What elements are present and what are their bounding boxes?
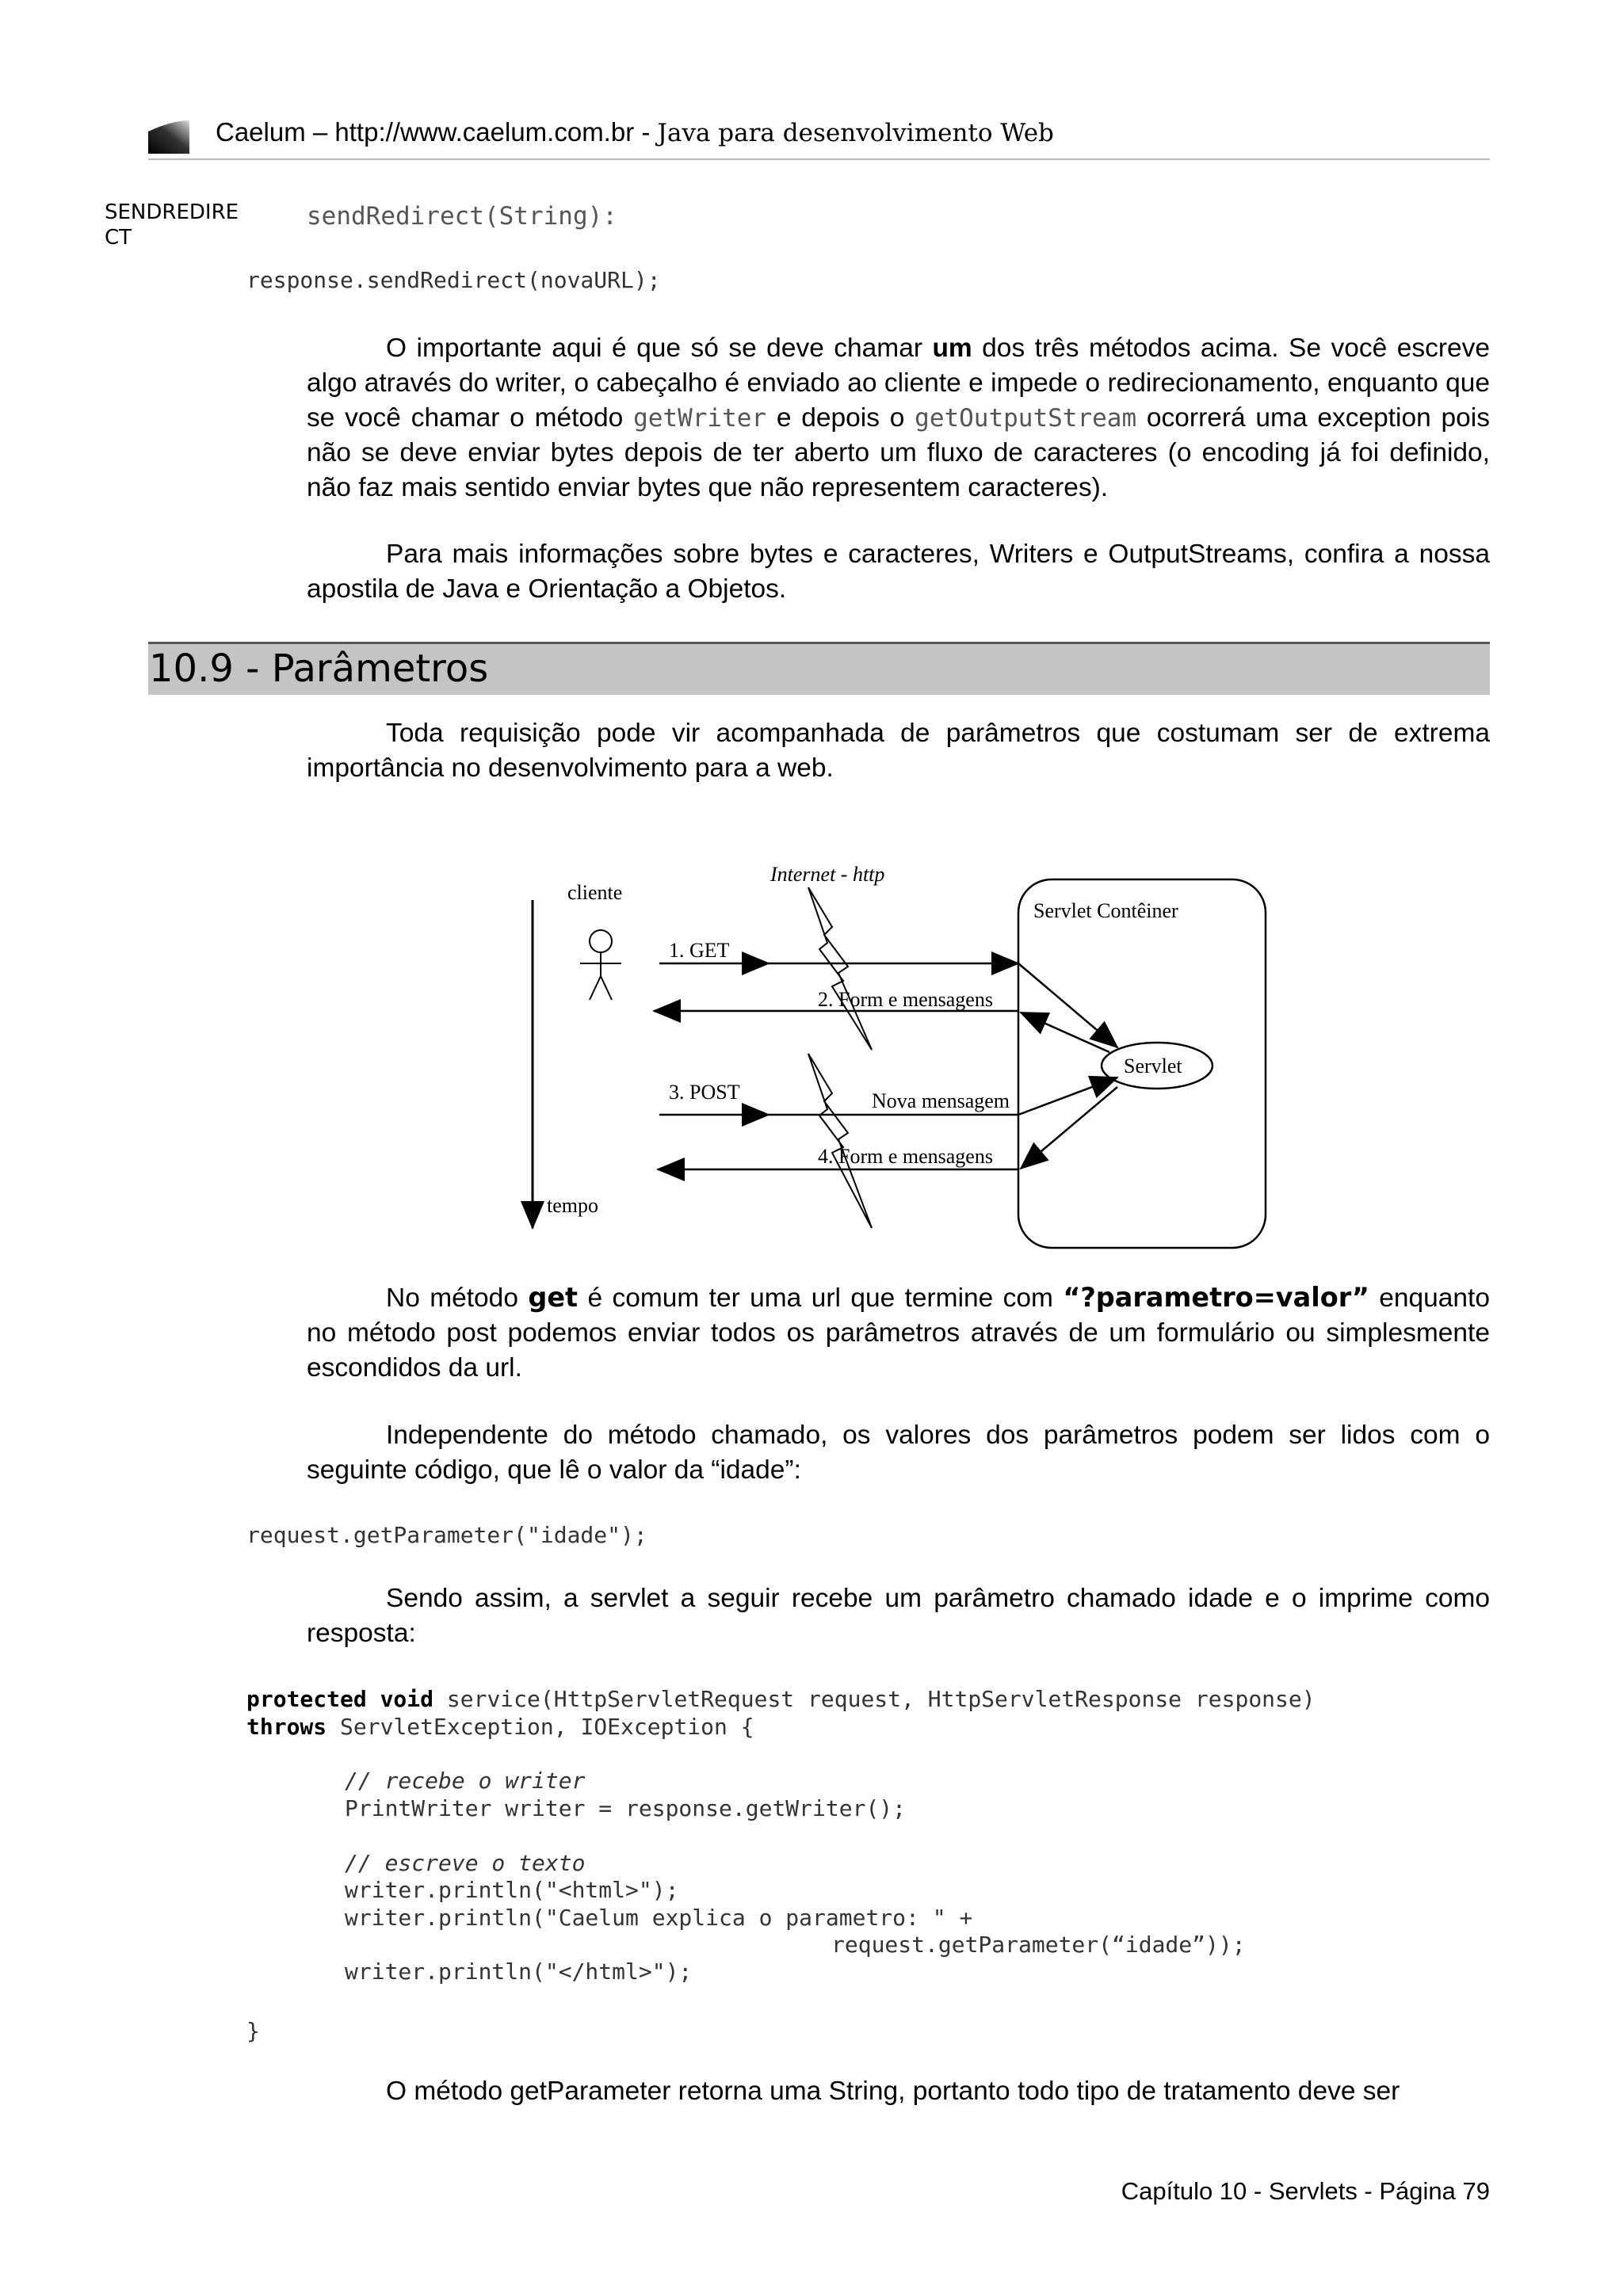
label-servlet: Servlet [1124,1055,1182,1077]
p1-text-a: O importante aqui é que só se deve chamar [386,334,933,363]
p5-text: Independente do método chamado, os valores dos parâmetros podem ser lidos com o seguinte código, que lê o valor da “idade”: [307,1421,1490,1485]
p1-bold: um [932,334,972,363]
p7-text: O método getParameter retorna uma String, portanto todo tipo de tratamento deve ser [386,2077,1400,2106]
page-footer: Capítulo 10 - Servlets - Página 79 [1121,2177,1490,2205]
paragraph-importante [307,331,1490,505]
p1-code-getoutputstream: getOutputStream [915,404,1137,433]
label-container: Servlet Contêiner [1033,899,1178,922]
label-cliente: cliente [567,881,623,904]
paragraph-getparameter [307,2074,1490,2109]
code-body [345,1768,972,1932]
code-line-2: ServletException, IOException { [327,1713,754,1740]
paragraph-mais-informacoes [307,537,1490,607]
p4-text-b: é comum ter uma url que termine com [578,1283,1064,1313]
p2-text: Para mais informações sobre bytes e caracteres, Writers e OutputStreams, confira a nossa apostila de Java e Orientação a Objetos. [307,540,1490,604]
code-line-8: request.getParameter(“idade”)); [831,1932,1246,1958]
caelum-logo [148,120,189,154]
p1-text-d: ocorrerá uma exception pois não se deve enviar bytes depois de ter aberto um fluxo de caracteres (o encoding já foi definido, não faz mais sentido enviar bytes que não representem caracteres). [307,403,1490,502]
lightning-bolt-1 [808,887,872,1050]
header-title-prefix: Caelum – http://www.caelum.com.br - [216,117,651,147]
p4-text-c: enquanto no método post podemos enviar todos os parâmetros através de um formulário ou simplesmente escondidos da url. [307,1283,1490,1383]
client-figure-icon [580,930,621,1000]
code-get-parameter: request.getParameter("idade"); [246,1522,647,1548]
code-comment-2: // escreve o texto [345,1849,586,1876]
code-comment-1: // recebe o writer [345,1768,586,1794]
paragraph-independente [307,1418,1490,1488]
code-send-redirect: response.sendRedirect(novaURL); [246,267,661,293]
paragraph-metodo-get [307,1280,1490,1386]
label-post: 3. POST [669,1081,740,1104]
paragraph-toda-requisicao [307,716,1490,786]
code-line-6: writer.println("<html>"); [345,1877,679,1903]
p1-code-getwriter: getWriter [633,404,767,433]
arrow-to-servlet-2 [1018,1077,1117,1115]
code-line-4: PrintWriter writer = response.getWriter(); [345,1794,907,1821]
arrow-to-servlet-1 [1018,963,1117,1047]
label-nova-mensagem: Nova mensagem [872,1089,1010,1112]
p6-text: Sendo assim, a servlet a seguir recebe um parâmetro chamado idade e o imprime como resposta: [307,1584,1490,1648]
p3-text: Toda requisição pode vir acompanhada de parâmetros que costumam ser de extrema importância no desenvolvimento para a web. [307,719,1490,783]
code-keyword-protected-void: protected void [246,1686,434,1712]
method-signature: sendRedirect(String): [307,202,617,231]
arrow-from-servlet-1 [1021,1013,1109,1052]
margin-label: SENDREDIRE CT [105,200,239,250]
lightning-bolt-2 [808,1054,872,1228]
label-get: 1. GET [669,939,730,962]
paragraph-sendo-assim [307,1581,1490,1651]
code-service-method [246,1686,1316,1741]
header-rule [148,158,1490,160]
http-diagram [507,856,1284,1252]
code-closing-brace: } [246,2018,260,2044]
label-tempo: tempo [547,1194,598,1217]
section-title: 10.9 - Parâmetros [149,646,489,691]
code-line-7: writer.println("Caelum explica o parametro: " + [345,1904,973,1931]
label-form-2: 4. Form e mensagens [818,1145,993,1168]
code-line-9: writer.println("</html>"); [345,1958,693,1985]
p1-text-c: e depois o [766,403,915,433]
label-form-1: 2. Form e mensagens [818,988,993,1011]
p4-bold-get: get [528,1282,579,1313]
label-internet: Internet - http [770,863,885,886]
p4-bold-parametro: “?parametro=valor” [1063,1282,1369,1313]
code-keyword-throws: throws [246,1713,327,1740]
p4-text-a: No método [386,1283,529,1313]
code-line-1: service(HttpServletRequest request, HttpServletResponse response) [433,1686,1316,1712]
header-title [216,117,1054,147]
p1-text-b: dos três métodos acima. Se você escreve algo através do writer, o cabeçalho é enviado ao cliente e impede o redirecionamento, enquanto que se você chamar o método [307,334,1490,433]
arrow-from-servlet-2 [1021,1087,1117,1169]
header-title-suffix: Java para desenvolvimento Web [657,119,1054,147]
